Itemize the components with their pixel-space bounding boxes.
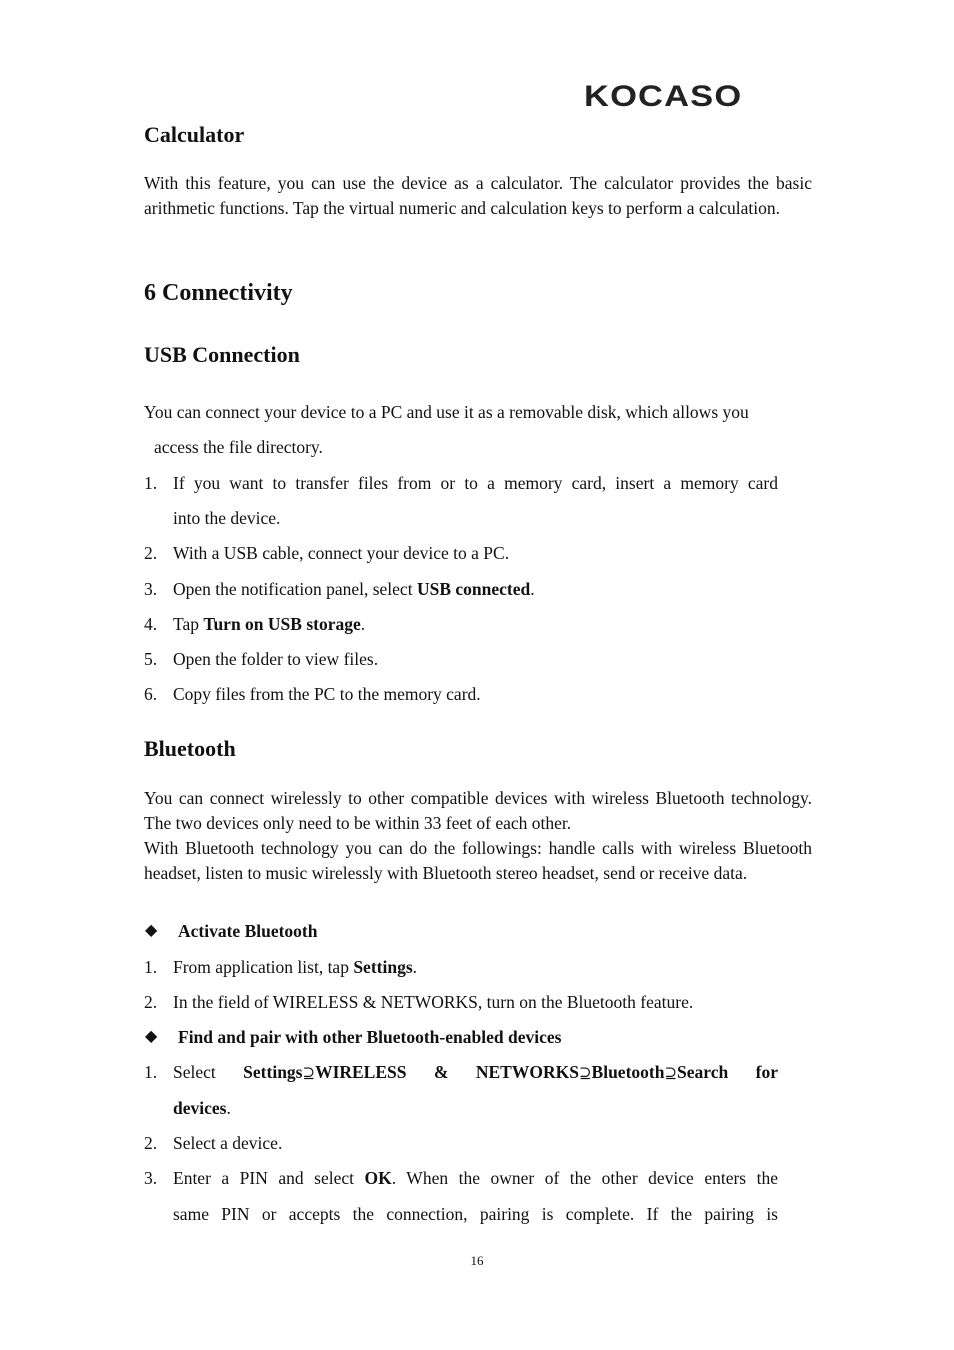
usb-step4-text (173, 613, 778, 635)
search-for-path-item: Search for (677, 1062, 778, 1082)
usb-step3-post: . (530, 579, 535, 599)
usb-step3-pre: Open the notification panel, select (173, 579, 417, 599)
usb-step6-number: 6. (144, 684, 158, 704)
calculator-paragraph: With this feature, you can use the device as a calculator. The calculator provides the basic arithmetic functions. Tap the virtual numeric and calculation keys to perform a calculation. (144, 173, 812, 218)
pair-step3-line2: same PIN or accepts the connection, pairing is complete. If the pairing is (173, 1204, 778, 1224)
wireless-networks-path-item: WIRELESS & NETWORKS (315, 1062, 579, 1082)
pair-devices-title: Find and pair with other Bluetooth-enabled devices (178, 1027, 562, 1047)
settings-label: Settings (353, 957, 413, 977)
usb-step1-line1: If you want to transfer files from or to a memory card, insert a memory card (173, 473, 778, 493)
bluetooth-heading: Bluetooth (144, 736, 236, 761)
pair-step3-line1 (173, 1167, 778, 1189)
usb-step1-number: 1. (144, 473, 158, 493)
diamond-bullet-icon: ◆ (145, 922, 158, 939)
usb-step4-number: 4. (144, 614, 158, 634)
activate-step2-number: 2. (144, 992, 158, 1012)
activate-step2-text: In the field of WIRELESS & NETWORKS, turn on the Bluetooth feature. (173, 992, 694, 1012)
usb-step3-text (173, 578, 778, 600)
ok-label: OK (364, 1168, 392, 1188)
usb-step3-number: 3. (144, 579, 158, 599)
usb-step6-text: Copy files from the PC to the memory card. (173, 684, 481, 704)
pair-step1-line2 (173, 1097, 778, 1119)
pair-step2-text: Select a device. (173, 1133, 283, 1153)
turn-on-usb-storage-label: Turn on USB storage (203, 614, 361, 634)
usb-step4-pre: Tap (173, 614, 204, 634)
pair-step3-number: 3. (144, 1168, 158, 1188)
usb-step5-text: Open the folder to view files. (173, 649, 379, 669)
pair-step1-number: 1. (144, 1062, 158, 1082)
calculator-heading: Calculator (144, 122, 245, 147)
usb-step5-number: 5. (144, 649, 158, 669)
settings-path-item: Settings (243, 1062, 303, 1082)
path-separator-icon: ⊇ (302, 1066, 316, 1082)
devices-path-item: devices (173, 1098, 227, 1118)
kocaso-logo: KOCASO (584, 80, 743, 113)
usb-step2-number: 2. (144, 543, 158, 563)
bluetooth-paragraph1: You can connect wirelessly to other compatible devices with wireless Bluetooth technology. The two devices only need to be within 33 feet of each other. (144, 788, 812, 833)
usb-intro-line1: You can connect your device to a PC and use it as a removable disk, which allows you (144, 402, 749, 422)
diamond-bullet-icon: ◆ (145, 1028, 158, 1045)
pair-step3-post: . When the owner of the other device enters the (391, 1168, 778, 1188)
bluetooth-paragraph2: With Bluetooth technology you can do the followings: handle calls with wireless Bluetooth headset, listen to music wirelessly with Bluetooth stereo headset, send or receive data. (144, 838, 812, 883)
activate-step1-text (173, 956, 778, 978)
activate-step1-pre: From application list, tap (173, 957, 354, 977)
usb-connected-label: USB connected (416, 579, 531, 599)
connectivity-heading: 6 Connectivity (144, 280, 293, 306)
activate-bluetooth-title: Activate Bluetooth (178, 921, 318, 941)
pair-step1-pre: Select (173, 1062, 244, 1082)
usb-heading: USB Connection (144, 342, 300, 367)
bluetooth-path-item: Bluetooth (591, 1062, 665, 1082)
usb-intro-line2: access the file directory. (154, 437, 323, 457)
usb-step1-line2: into the device. (173, 508, 281, 528)
activate-step1-number: 1. (144, 957, 158, 977)
pair-step1-line1 (173, 1061, 778, 1085)
page-number: 16 (470, 1253, 484, 1268)
pair-step2-number: 2. (144, 1133, 158, 1153)
usb-step2-text: With a USB cable, connect your device to a PC. (173, 543, 510, 563)
usb-step4-post: . (360, 614, 366, 634)
path-separator-icon: ⊇ (578, 1066, 592, 1082)
pair-step3-pre: Enter a PIN and select (173, 1168, 365, 1188)
activate-step1-post: . (412, 957, 418, 977)
pair-step1-post: . (226, 1098, 231, 1118)
path-separator-icon: ⊇ (664, 1066, 678, 1082)
